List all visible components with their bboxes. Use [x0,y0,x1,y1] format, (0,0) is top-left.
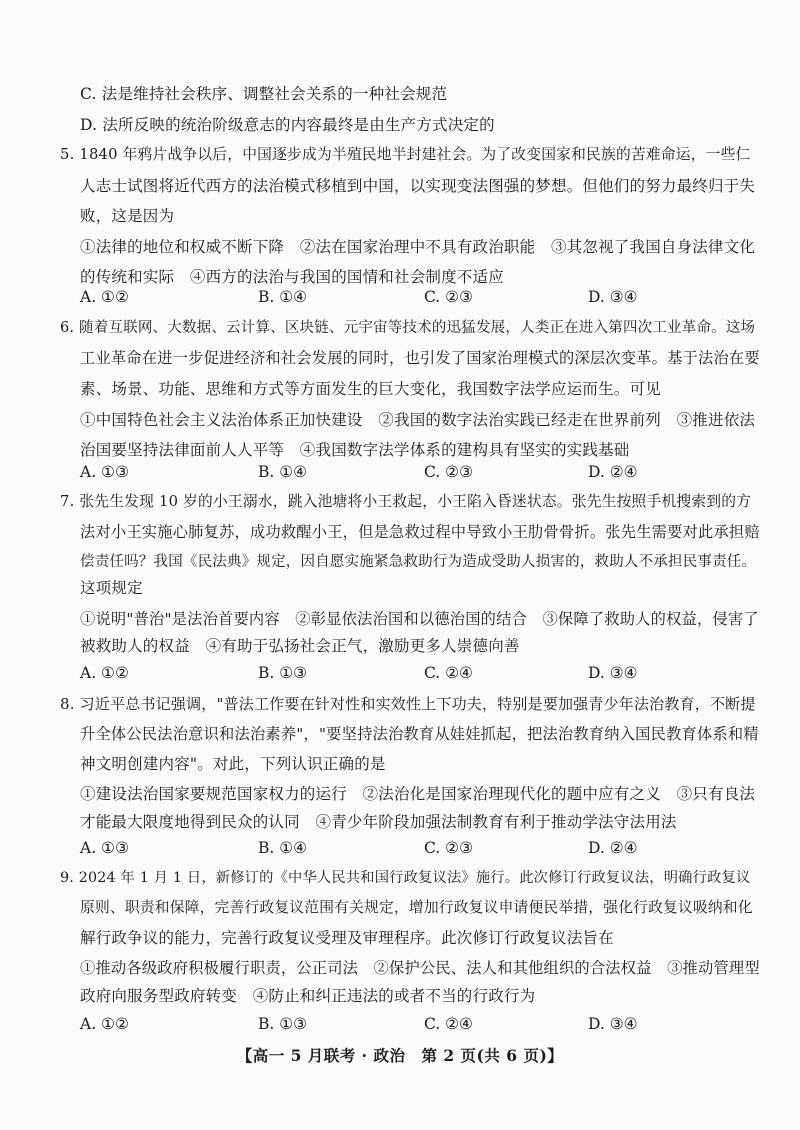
answer-option-d: D. ②④ [588,839,638,857]
statement-line: ①建设法治国家要规范国家权力的运行 ②法治化是国家治理现代化的题中应有之义 ③只有良法 [80,785,756,803]
answer-option-b: B. ①④ [258,288,308,306]
answer-option-b: B. ①④ [258,839,308,857]
answer-option-a: A. ①③ [80,839,129,857]
question-stem-line: 素、场景、功能、思维和方式等方面发生的巨大变化，我国数字法学应运而生。可见 [80,380,661,398]
answer-option-d: D. ③④ [588,664,638,682]
answer-option-d: D. ②④ [588,463,638,481]
option-c: C. 法是维持社会秩序、调整社会关系的一种社会规范 [80,85,448,103]
question-stem-line: 原则、职责和保障，完善行政复议范围有关规定，增加行政复议申请便民举措，强化行政复议吸纳和化 [80,899,753,916]
option-d: D. 法所反映的统治阶级意志的内容最终是由生产方式决定的 [80,116,495,134]
statement-line: 的传统和实际 ④西方的法治与我国的国情和社会制度不适应 [80,268,504,286]
question-stem-line: 工业革命在进一步促进经济和社会发展的同时，也引发了国家治理模式的深层次变革。基于法治在要 [80,349,760,367]
statement-line: 治国要坚持法律面前人人平等 ④我国数字法学体系的建构具有坚实的实践基础 [80,441,630,459]
question-stem-line: 6. 随着互联网、大数据、云计算、区块链、元宇宙等技术的迅猛发展，人类正在进入第四次工业革命。这场 [60,320,756,336]
answer-option-a: A. ①③ [80,463,129,481]
question-stem-line: 8. 习近平总书记强调，"普法工作要在针对性和实效性上下功夫，特别是要加强青少年法治教育，不断提 [60,695,756,713]
question-stem-line: 5. 1840 年鸦片战争以后，中国逐步成为半殖民地半封建社会。为了改变国家和民族的苦难命运，一些仁 [60,146,751,163]
answer-option-c: C. ②④ [424,1015,473,1033]
question-stem-line: 人志士试图将近代西方的法治模式移植到中国，以实现变法图强的梦想。但他们的努力最终归于失 [80,177,756,195]
answer-option-a: A. ①② [80,288,129,306]
question-stem-line: 败，这是因为 [80,207,175,225]
question-stem-line: 解行政争议的能力，完善行政复议受理及审理程序。此次修订行政复议法旨在 [80,929,614,947]
question-stem-line: 偿责任吗？我国《民法典》规定，因自愿实施紧急救助行为造成受助人损害的，救助人不承担民事责任。 [80,554,757,570]
statement-line: ①法律的地位和权威不断下降 ②法在国家治理中不具有政治职能 ③其忽视了我国自身法律文化 [80,238,756,256]
answer-option-d: D. ③④ [588,288,638,306]
answer-option-a: A. ①② [80,664,129,682]
answer-option-c: C. ②③ [424,839,473,857]
answer-option-d: D. ③④ [588,1015,638,1033]
answer-option-c: C. ②③ [424,288,473,306]
answer-option-a: A. ①② [80,1015,129,1033]
statement-line: ①中国特色社会主义法治体系正加快建设 ②我国的数字法治实践已经走在世界前列 ③推进依法 [80,411,756,429]
question-stem-line: 神文明创建内容"。对此，下列认识正确的是 [80,755,386,773]
answer-option-c: C. ②③ [424,463,473,481]
answer-option-b: B. ①③ [258,1015,308,1033]
answer-option-b: B. ①④ [258,463,308,481]
page-footer: 【高一 5 月联考 · 政治 第 2 页(共 6 页)】 [236,1046,564,1065]
question-stem-line: 这项规定 [80,579,143,597]
answer-option-c: C. ②④ [424,664,473,682]
statement-line: ①推动各级政府积极履行职责，公正司法 ②保护公民、法人和其他组织的合法权益 ③推动管理型 [80,959,760,977]
statement-line: 政府向服务型政府转变 ④防止和纠正违法的或者不当的行政行为 [80,987,536,1005]
question-stem-line: 7. 张先生发现 10 岁的小王溺水，跳入池塘将小王救起，小王陷入昏迷状态。张先生按照手机搜索到的方 [60,493,752,510]
statement-line: ①说明"普治"是法治首要内容 ②彰显依法治国和以德治国的结合 ③保障了救助人的权益，侵害了 [80,610,759,628]
question-stem-line: 9. 2024 年 1 月 1 日，新修订的《中华人民共和国行政复议法》施行。此次修订行政复议法，明确行政复议 [60,870,751,886]
statement-line: 被救助人的权益 ④有助于弘扬社会正气，激励更多人崇德向善 [80,637,520,655]
question-stem-line: 法对小王实施心肺复苏，成功救醒小王，但是急救过程中导致小王肋骨骨折。张先生需要对此承担赔 [80,523,760,541]
question-stem-line: 升全体公民法治意识和法治素养"，"要坚持法治教育从娃娃抓起，把法治教育纳入国民教育体系和精 [80,725,759,743]
statement-line: 才能最大限度地得到民众的认同 ④青少年阶段加强法制教育有利于推动学法守法用法 [80,813,677,831]
answer-option-b: B. ①③ [258,664,308,682]
